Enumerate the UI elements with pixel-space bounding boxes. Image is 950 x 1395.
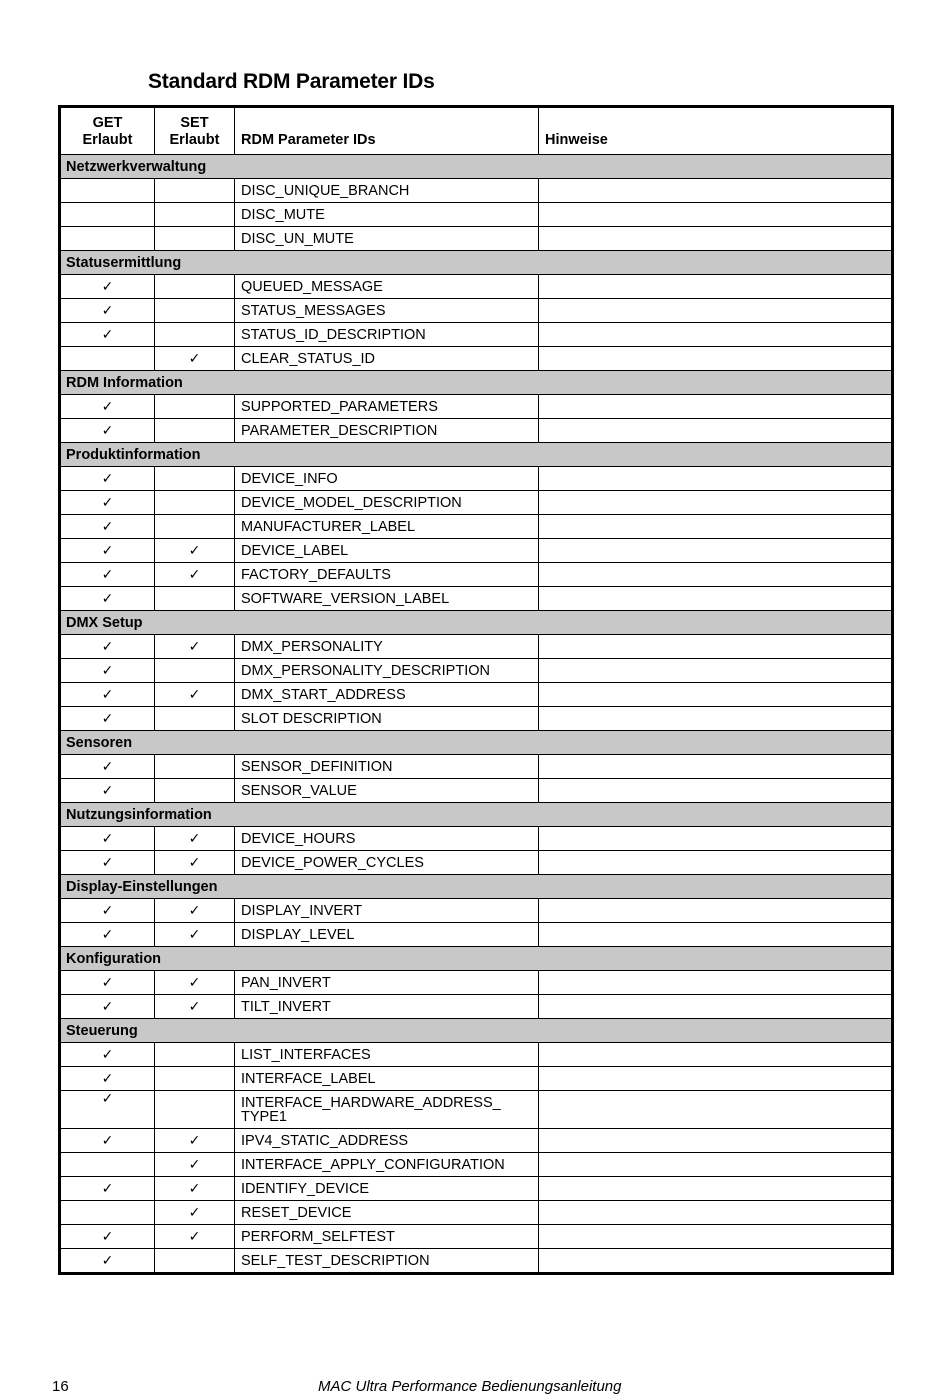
section-row (60, 611, 893, 635)
set-cell (155, 179, 235, 203)
table-row (60, 467, 893, 491)
notes-cell (539, 275, 893, 299)
parameter-id: DMX_PERSONALITY_DESCRIPTION (241, 662, 490, 679)
set-cell (155, 755, 235, 779)
notes-cell (539, 587, 893, 611)
parameter-id-cell (235, 467, 539, 491)
parameter-id-cell (235, 1043, 539, 1067)
get-cell (60, 923, 155, 947)
footer-document-title: MAC Ultra Performance Bedienungsanleitung (318, 1378, 622, 1395)
get-cell (60, 227, 155, 251)
checkmark-icon: ✓ (101, 422, 114, 438)
parameter-id-cell (235, 563, 539, 587)
table-row (60, 1225, 893, 1249)
parameter-id: IPV4_STATIC_ADDRESS (241, 1132, 409, 1149)
get-cell (60, 707, 155, 731)
rdm-parameter-table (58, 105, 894, 1275)
get-cell (60, 563, 155, 587)
parameter-id-cell (235, 995, 539, 1019)
get-cell (60, 683, 155, 707)
table-header-row (60, 107, 893, 155)
set-cell (155, 1129, 235, 1153)
header-set-line1: SET (180, 115, 209, 131)
table-row (60, 323, 893, 347)
parameter-id-cell (235, 491, 539, 515)
checkmark-icon: ✓ (101, 1228, 114, 1244)
get-cell (60, 851, 155, 875)
parameter-id-cell (235, 1067, 539, 1091)
section-row (60, 947, 893, 971)
checkmark-icon: ✓ (101, 326, 114, 342)
get-cell (60, 515, 155, 539)
table-row (60, 1067, 893, 1091)
parameter-id: SENSOR_VALUE (241, 782, 357, 799)
checkmark-icon: ✓ (188, 998, 201, 1014)
notes-cell (539, 539, 893, 563)
notes-cell (539, 659, 893, 683)
parameter-id: INTERFACE_LABEL (241, 1070, 376, 1087)
notes-cell (539, 203, 893, 227)
get-cell (60, 995, 155, 1019)
notes-cell (539, 995, 893, 1019)
checkmark-icon: ✓ (101, 782, 114, 798)
checkmark-icon: ✓ (188, 1180, 201, 1196)
checkmark-icon: ✓ (188, 1132, 201, 1148)
table-row (60, 347, 893, 371)
table-row (60, 179, 893, 203)
parameter-id-cell (235, 779, 539, 803)
section-row (60, 155, 893, 179)
checkmark-icon: ✓ (101, 830, 114, 846)
table-row (60, 851, 893, 875)
parameter-id-cell (235, 1177, 539, 1201)
notes-cell (539, 707, 893, 731)
parameter-id: DMX_PERSONALITY (241, 638, 383, 655)
parameter-id-cell (235, 347, 539, 371)
checkmark-icon: ✓ (101, 758, 114, 774)
table-row (60, 659, 893, 683)
set-cell (155, 587, 235, 611)
set-cell (155, 1067, 235, 1091)
set-cell (155, 827, 235, 851)
checkmark-icon: ✓ (101, 854, 114, 870)
checkmark-icon: ✓ (188, 686, 201, 702)
notes-cell (539, 179, 893, 203)
header-get-line2: Erlaubt (82, 132, 133, 148)
table-row (60, 899, 893, 923)
get-cell (60, 1177, 155, 1201)
checkmark-icon: ✓ (188, 1156, 201, 1172)
get-cell (60, 203, 155, 227)
notes-cell (539, 1091, 893, 1129)
parameter-id-cell (235, 755, 539, 779)
checkmark-icon: ✓ (101, 998, 114, 1014)
footer-page-number: 16 (52, 1378, 69, 1395)
notes-cell (539, 395, 893, 419)
section-row (60, 443, 893, 467)
parameter-id: STATUS_MESSAGES (241, 302, 386, 319)
notes-cell (539, 1153, 893, 1177)
parameter-id-cell (235, 827, 539, 851)
set-cell (155, 491, 235, 515)
set-cell (155, 1201, 235, 1225)
parameter-id: DMX_START_ADDRESS (241, 686, 406, 703)
header-notes: Hinweise (539, 107, 893, 155)
checkmark-icon: ✓ (101, 302, 114, 318)
parameter-id-cell (235, 1249, 539, 1274)
parameter-id-cell (235, 323, 539, 347)
notes-cell (539, 851, 893, 875)
parameter-id: DEVICE_INFO (241, 470, 338, 487)
section-title: Nutzungsinformation (60, 803, 893, 827)
parameter-id-cell (235, 299, 539, 323)
set-cell (155, 563, 235, 587)
get-cell (60, 419, 155, 443)
notes-cell (539, 563, 893, 587)
table-row (60, 227, 893, 251)
parameter-id: DISC_UN_MUTE (241, 230, 354, 247)
parameter-id: TILT_INVERT (241, 998, 331, 1015)
section-title: Display-Einstellungen (60, 875, 893, 899)
notes-cell (539, 227, 893, 251)
parameter-id-cell (235, 707, 539, 731)
header-pid: RDM Parameter IDs (235, 107, 539, 155)
get-cell (60, 1201, 155, 1225)
section-row (60, 875, 893, 899)
set-cell (155, 635, 235, 659)
notes-cell (539, 1249, 893, 1274)
checkmark-icon: ✓ (101, 566, 114, 582)
checkmark-icon: ✓ (101, 1070, 114, 1086)
checkmark-icon: ✓ (188, 566, 201, 582)
set-cell (155, 683, 235, 707)
section-title: Konfiguration (60, 947, 893, 971)
table-row (60, 755, 893, 779)
parameter-id: QUEUED_MESSAGE (241, 278, 383, 295)
get-cell (60, 635, 155, 659)
parameter-id-cell (235, 851, 539, 875)
table-row (60, 1249, 893, 1274)
set-cell (155, 275, 235, 299)
set-cell (155, 851, 235, 875)
get-cell (60, 1153, 155, 1177)
section-title: Steuerung (60, 1019, 893, 1043)
set-cell (155, 299, 235, 323)
parameter-id: PAN_INVERT (241, 974, 331, 991)
table-row (60, 1177, 893, 1201)
checkmark-icon: ✓ (101, 518, 114, 534)
set-cell (155, 1225, 235, 1249)
set-cell (155, 707, 235, 731)
notes-cell (539, 467, 893, 491)
notes-cell (539, 299, 893, 323)
get-cell (60, 587, 155, 611)
parameter-id-cell (235, 275, 539, 299)
parameter-id: STATUS_ID_DESCRIPTION (241, 326, 426, 343)
set-cell (155, 1249, 235, 1274)
table-row (60, 995, 893, 1019)
table-row (60, 635, 893, 659)
checkmark-icon: ✓ (101, 1132, 114, 1148)
set-cell (155, 1091, 235, 1129)
table-row (60, 707, 893, 731)
parameter-id: IDENTIFY_DEVICE (241, 1180, 370, 1197)
get-cell (60, 347, 155, 371)
checkmark-icon: ✓ (101, 1090, 114, 1106)
notes-cell (539, 779, 893, 803)
table-row (60, 563, 893, 587)
get-cell (60, 1091, 155, 1129)
parameter-id: PERFORM_SELFTEST (241, 1228, 395, 1245)
parameter-id: FACTORY_DEFAULTS (241, 566, 391, 583)
table-row (60, 827, 893, 851)
checkmark-icon: ✓ (101, 902, 114, 918)
get-cell (60, 899, 155, 923)
set-cell (155, 419, 235, 443)
notes-cell (539, 635, 893, 659)
checkmark-icon: ✓ (101, 398, 114, 414)
get-cell (60, 659, 155, 683)
parameter-id-cell (235, 395, 539, 419)
parameter-id: DISC_UNIQUE_BRANCH (241, 182, 410, 199)
set-cell (155, 203, 235, 227)
checkmark-icon: ✓ (188, 1204, 201, 1220)
table-row (60, 923, 893, 947)
notes-cell (539, 1177, 893, 1201)
checkmark-icon: ✓ (101, 926, 114, 942)
notes-cell (539, 683, 893, 707)
table-row (60, 1153, 893, 1177)
table-row (60, 515, 893, 539)
parameter-id-cell (235, 635, 539, 659)
get-cell (60, 1129, 155, 1153)
parameter-id-cell (235, 1201, 539, 1225)
section-row (60, 803, 893, 827)
checkmark-icon: ✓ (188, 1228, 201, 1244)
get-cell (60, 275, 155, 299)
parameter-id-cell (235, 683, 539, 707)
notes-cell (539, 347, 893, 371)
set-cell (155, 659, 235, 683)
set-cell (155, 347, 235, 371)
page-title: Standard RDM Parameter IDs (148, 70, 435, 93)
get-cell (60, 755, 155, 779)
parameter-id-cell (235, 923, 539, 947)
table-row (60, 539, 893, 563)
checkmark-icon: ✓ (101, 710, 114, 726)
parameter-id: CLEAR_STATUS_ID (241, 350, 376, 367)
checkmark-icon: ✓ (101, 470, 114, 486)
section-row (60, 251, 893, 275)
parameter-id: INTERFACE_HARDWARE_ADDRESS_ (241, 1094, 501, 1111)
get-cell (60, 467, 155, 491)
section-row (60, 731, 893, 755)
set-cell (155, 923, 235, 947)
notes-cell (539, 971, 893, 995)
checkmark-icon: ✓ (188, 926, 201, 942)
parameter-id-cell (235, 419, 539, 443)
set-cell (155, 227, 235, 251)
parameter-id-cell (235, 659, 539, 683)
table-row (60, 395, 893, 419)
checkmark-icon: ✓ (188, 830, 201, 846)
table-body (60, 155, 893, 1274)
parameter-id: SLOT DESCRIPTION (241, 710, 382, 727)
parameter-id-continued: TYPE1 (241, 1108, 287, 1125)
checkmark-icon: ✓ (101, 494, 114, 510)
notes-cell (539, 1201, 893, 1225)
checkmark-icon: ✓ (101, 1180, 114, 1196)
get-cell (60, 1067, 155, 1091)
parameter-id-cell (235, 515, 539, 539)
header-set (155, 107, 235, 155)
set-cell (155, 779, 235, 803)
table-row (60, 971, 893, 995)
table-row (60, 683, 893, 707)
set-cell (155, 515, 235, 539)
notes-cell (539, 1067, 893, 1091)
set-cell (155, 539, 235, 563)
table-row (60, 1201, 893, 1225)
get-cell (60, 179, 155, 203)
notes-cell (539, 1129, 893, 1153)
section-title: Produktinformation (60, 443, 893, 467)
parameter-id-cell (235, 227, 539, 251)
parameter-id: DEVICE_POWER_CYCLES (241, 854, 424, 871)
parameter-id: SOFTWARE_VERSION_LABEL (241, 590, 450, 607)
get-cell (60, 395, 155, 419)
get-cell (60, 539, 155, 563)
notes-cell (539, 899, 893, 923)
parameter-id-cell (235, 899, 539, 923)
parameter-id: DISC_MUTE (241, 206, 325, 223)
parameter-id: RESET_DEVICE (241, 1204, 352, 1221)
get-cell (60, 299, 155, 323)
checkmark-icon: ✓ (101, 278, 114, 294)
get-cell (60, 1043, 155, 1067)
checkmark-icon: ✓ (101, 542, 114, 558)
section-title: Netzwerkverwaltung (60, 155, 893, 179)
table-row (60, 1043, 893, 1067)
table-row (60, 1091, 893, 1129)
section-title: RDM Information (60, 371, 893, 395)
set-cell (155, 1043, 235, 1067)
notes-cell (539, 491, 893, 515)
section-title: DMX Setup (60, 611, 893, 635)
table-row (60, 1129, 893, 1153)
get-cell (60, 491, 155, 515)
checkmark-icon: ✓ (101, 1252, 114, 1268)
table-row (60, 419, 893, 443)
notes-cell (539, 1043, 893, 1067)
parameter-id-cell (235, 1091, 539, 1129)
parameter-id: DISPLAY_INVERT (241, 902, 363, 919)
parameter-id: INTERFACE_APPLY_CONFIGURATION (241, 1156, 505, 1173)
checkmark-icon: ✓ (101, 638, 114, 654)
section-title: Statusermittlung (60, 251, 893, 275)
parameter-id: DEVICE_MODEL_DESCRIPTION (241, 494, 462, 511)
parameter-id-cell (235, 971, 539, 995)
checkmark-icon: ✓ (101, 662, 114, 678)
get-cell (60, 1225, 155, 1249)
parameter-id: DEVICE_HOURS (241, 830, 356, 847)
table-row (60, 275, 893, 299)
parameter-id-cell (235, 539, 539, 563)
header-get (60, 107, 155, 155)
parameter-id: SELF_TEST_DESCRIPTION (241, 1252, 430, 1269)
parameter-id-cell (235, 179, 539, 203)
notes-cell (539, 515, 893, 539)
parameter-id: SUPPORTED_PARAMETERS (241, 398, 438, 415)
notes-cell (539, 419, 893, 443)
header-get-line1: GET (92, 115, 123, 131)
get-cell (60, 827, 155, 851)
table-row (60, 299, 893, 323)
set-cell (155, 323, 235, 347)
parameter-id: SENSOR_DEFINITION (241, 758, 393, 775)
table-row (60, 203, 893, 227)
table-row (60, 587, 893, 611)
table-row (60, 491, 893, 515)
notes-cell (539, 923, 893, 947)
parameter-id: PARAMETER_DESCRIPTION (241, 422, 438, 439)
set-cell (155, 971, 235, 995)
parameter-id: MANUFACTURER_LABEL (241, 518, 416, 535)
parameter-id-cell (235, 1129, 539, 1153)
set-cell (155, 1177, 235, 1201)
get-cell (60, 971, 155, 995)
parameter-id: DISPLAY_LEVEL (241, 926, 355, 943)
header-set-line2: Erlaubt (169, 132, 220, 148)
checkmark-icon: ✓ (188, 974, 201, 990)
section-row (60, 1019, 893, 1043)
parameter-id-cell (235, 203, 539, 227)
table-row (60, 779, 893, 803)
get-cell (60, 1249, 155, 1274)
section-row (60, 371, 893, 395)
checkmark-icon: ✓ (188, 350, 201, 366)
parameter-id-cell (235, 587, 539, 611)
section-title: Sensoren (60, 731, 893, 755)
notes-cell (539, 1225, 893, 1249)
checkmark-icon: ✓ (188, 638, 201, 654)
set-cell (155, 995, 235, 1019)
parameter-id: LIST_INTERFACES (241, 1046, 371, 1063)
checkmark-icon: ✓ (101, 686, 114, 702)
set-cell (155, 395, 235, 419)
checkmark-icon: ✓ (188, 902, 201, 918)
checkmark-icon: ✓ (101, 1046, 114, 1062)
set-cell (155, 1153, 235, 1177)
parameter-id-cell (235, 1153, 539, 1177)
notes-cell (539, 827, 893, 851)
set-cell (155, 467, 235, 491)
get-cell (60, 323, 155, 347)
get-cell (60, 779, 155, 803)
set-cell (155, 899, 235, 923)
checkmark-icon: ✓ (101, 590, 114, 606)
parameter-id-cell (235, 1225, 539, 1249)
notes-cell (539, 755, 893, 779)
parameter-id: DEVICE_LABEL (241, 542, 349, 559)
checkmark-icon: ✓ (188, 542, 201, 558)
checkmark-icon: ✓ (188, 854, 201, 870)
notes-cell (539, 323, 893, 347)
checkmark-icon: ✓ (101, 974, 114, 990)
